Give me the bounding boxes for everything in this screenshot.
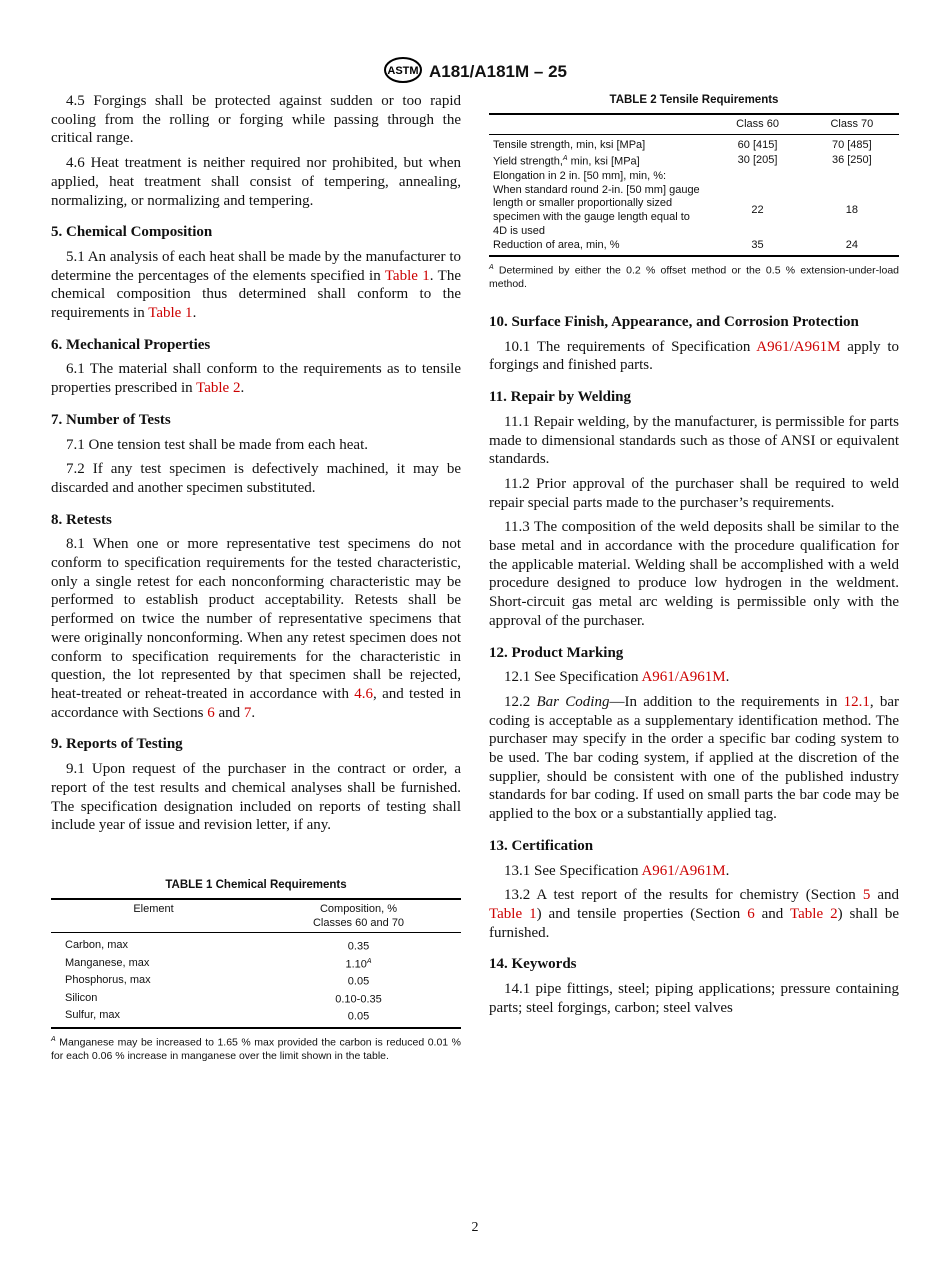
text: 6.1 The material shall conform to the requirements as to tensile properties prescribed in <box>51 361 461 397</box>
cross-reference-link[interactable]: 5 <box>862 887 871 904</box>
element-cell: Carbon, max <box>65 939 128 952</box>
paragraph <box>51 248 461 323</box>
text: 10. Surface Finish, Appearance, and Corrosion Protection <box>489 314 859 330</box>
text: . <box>725 862 730 879</box>
element-cell: Phosphorus, max <box>65 974 151 987</box>
text: —In addition to the requirements in <box>609 693 844 710</box>
element-cell: Manganese, max <box>65 956 150 969</box>
text: 7.1 One tension test shall be made from each heat. <box>66 436 368 453</box>
text: 14. Keywords <box>489 956 577 973</box>
cross-reference-link[interactable]: 4.6 <box>354 685 374 702</box>
paragraph <box>51 154 461 210</box>
text: 5. Chemical Composition <box>51 224 213 241</box>
cross-reference-link[interactable]: Table 1 <box>384 267 430 284</box>
class-60-cell: 22 <box>751 204 764 217</box>
section-heading <box>489 313 899 332</box>
composition-cell: 0.35 <box>347 941 370 954</box>
text: 11.1 Repair welding, by the manufacturer, is permissible for parts made to dimensional standards such as those of ANSI or equivalent standards. <box>489 413 899 468</box>
astm-logo-icon <box>383 56 423 89</box>
class-60-cell <box>710 170 804 184</box>
table-footnote: $^A$ Manganese may be increased to 1.65 % max provided the carbon is reduced 0.01 % for each 0.06 % increase in manganese over the limit shown in the table. <box>51 1035 462 1063</box>
text: . <box>725 669 730 686</box>
text: , and tested in accordance with Sections <box>51 685 461 721</box>
composition-cell: 0.10-0.35 <box>335 993 382 1006</box>
page-header <box>0 56 950 89</box>
text: 5.1 An analysis of each heat shall be made by the manufacturer to determine the percentages of the elements specified in <box>51 248 461 284</box>
text: 7.2 If any test specimen is defectively machined, it may be discarded and another specimen substituted. <box>51 461 461 496</box>
cross-reference-link[interactable]: 12.1 <box>843 693 870 710</box>
column-header: Composition, % Classes 60 and 70 <box>256 899 461 933</box>
class-70-cell: 36 [250] <box>831 154 872 167</box>
table-row <box>489 239 899 256</box>
text: 10.1 The requirements of Specification <box>504 338 757 355</box>
section-heading <box>489 644 899 663</box>
table-row <box>51 955 461 972</box>
text: 13.1 See Specification <box>504 862 642 879</box>
text: 12.2 <box>504 693 537 710</box>
text: ) shall be furnished. <box>489 905 900 941</box>
paragraph <box>51 92 461 148</box>
column-header <box>489 114 710 134</box>
property-cell: When standard round 2-in. [50 mm] gauge length or smaller proportionally sized specimen with the gauge length equal to 4D is used <box>493 183 700 238</box>
element-cell: Sulfur, max <box>65 1009 121 1022</box>
paragraph <box>51 760 461 835</box>
paragraph <box>51 360 461 397</box>
paragraph <box>51 535 461 722</box>
text: . <box>251 704 256 721</box>
table-1-chemical-requirements <box>51 879 461 1063</box>
table-footnote: $^A$ Determined by either the 0.2 % offset method or the 0.5 % extension-under-load method. <box>489 263 899 291</box>
text: 12. Product Marking <box>489 644 624 661</box>
table-title: TABLE 1 Chemical Requirements <box>165 879 347 891</box>
composition-cell: 0.05 <box>347 1010 370 1023</box>
class-70-cell: 70 [485] <box>831 138 872 151</box>
text: 11.2 Prior approval of the purchaser shall be required to weld repair special parts made to the purchaser’s requirements. <box>489 475 899 511</box>
page-number: 2 <box>471 1220 479 1235</box>
paragraph <box>489 862 899 881</box>
table-row <box>489 170 899 184</box>
text: 12.1 See Specification <box>504 669 642 686</box>
text: and <box>870 887 899 904</box>
text: and <box>754 905 791 922</box>
section-heading <box>51 511 461 530</box>
section-heading <box>51 223 461 242</box>
table-row <box>51 972 461 989</box>
property-cell: Reduction of area, min, % <box>493 238 620 251</box>
paragraph <box>51 436 461 455</box>
table-row <box>489 184 899 239</box>
text: 11.3 The composition of the weld deposits shall be similar to the base metal and in accordance with the procedure qualification for the applicable material. Welding shall be accomplished with a weld procedure designed to produce low hydrogen in the weldment. Short-circuit gas metal arc welding is permissible only with the approval of the purchaser. <box>489 519 899 629</box>
class-70-cell: 24 <box>845 238 858 251</box>
text: 6. Mechanical Properties <box>51 336 211 353</box>
text: 4.6 Heat treatment is neither required nor prohibited, but when applied, heat treatment shall consist of tempering, annealing, normalizing, or normalizing and tempering. <box>51 155 461 209</box>
table-row <box>51 1007 461 1027</box>
cross-reference-link[interactable]: A961/A961M <box>756 338 841 355</box>
cross-reference-link[interactable]: A961/A961M <box>641 862 726 879</box>
text: and <box>214 704 244 721</box>
text: 4.5 Forgings shall be protected against sudden or too rapid cooling from the rolling or forging while passing through the critical range. <box>51 93 461 147</box>
section-heading <box>489 955 899 974</box>
cross-reference-link[interactable]: Table 1 <box>148 305 193 322</box>
text: 8.1 When one or more representative test specimens do not conform to specification requirements for the tested characteristic, only a single retest for each nonconforming characteristic may be performed to establish product acceptability. Retests shall be performed on twice the number of representative specimens that were originally nonconforming. When any retest specimen does not conform to specification requirements for the characteristic in question, the lot represented by that specimen shall be rejected, heat-treated or reheat-treated in accordance with <box>51 536 461 702</box>
cross-reference-link[interactable]: 6 <box>207 704 215 721</box>
cross-reference-link[interactable]: Table 1 <box>489 905 537 922</box>
table-row <box>489 134 899 152</box>
class-60-cell: 60 [415] <box>737 138 778 151</box>
cross-reference-link[interactable]: Table 2 <box>196 380 241 397</box>
section-heading <box>489 837 899 856</box>
text: 9.1 Upon request of the purchaser in the contract or order, a report of the test results and chemical analyses shall be furnished. The specification designation included on reports of testing shall include year of issue and revision letter, if any. <box>51 761 461 834</box>
section-heading <box>51 411 461 430</box>
paragraph <box>489 518 899 630</box>
table-row <box>489 152 899 169</box>
text: 11. Repair by Welding <box>489 389 631 406</box>
cross-reference-link[interactable]: Table 2 <box>790 905 838 922</box>
paragraph <box>489 338 899 375</box>
designation: A181/A181M – 25 <box>429 61 567 81</box>
text: 14.1 pipe fittings, steel; piping applications; pressure containing parts; steel forgings, carbon; steel valves <box>489 981 899 1016</box>
table-2-tensile-requirements <box>489 94 899 291</box>
composition-cell: $1.10^A$ <box>345 957 372 971</box>
table-row <box>51 933 461 955</box>
paragraph <box>489 413 899 469</box>
property-cell: Yield strength,$^A$ min, ksi [MPa] <box>493 155 640 169</box>
text: 7. Number of Tests <box>51 411 171 428</box>
text: 8. Retests <box>51 511 112 528</box>
svg-text:ASTM: ASTM <box>387 65 419 77</box>
element-cell: Silicon <box>65 991 98 1004</box>
paragraph <box>489 668 899 687</box>
property-cell: Elongation in 2 in. [50 mm], min, %: <box>493 169 667 182</box>
column-header: Class 60 <box>710 114 804 134</box>
text: apply to forgings and finished parts. <box>489 338 899 374</box>
text: . The chemical composition thus determined shall conform to the requirements in <box>51 267 461 322</box>
class-60-cell: 30 [205] <box>737 154 778 167</box>
class-60-cell: 35 <box>751 238 764 251</box>
text: , bar coding is acceptable as a supplementary identification method. The purchaser may specify in the order a specific bar coding system to be used. The bar coding system, if applied at the discretion of the supplier, should be consistent with one of the published industry standards for bar coding. If used on small parts the bar code may be applied to the box or a substantially applied tag. <box>489 693 900 823</box>
cross-reference-link[interactable]: 7 <box>243 704 252 721</box>
column-header: Element <box>51 899 256 933</box>
column-header: Class 70 <box>805 114 899 134</box>
property-cell: Tensile strength, min, ksi [MPa] <box>493 138 646 151</box>
right-column <box>489 313 899 1024</box>
text: Bar Coding <box>536 693 610 710</box>
section-heading <box>51 336 461 355</box>
class-70-cell <box>805 170 899 184</box>
cross-reference-link[interactable]: A961/A961M <box>641 669 726 686</box>
text: . <box>192 305 197 322</box>
composition-cell: 0.05 <box>347 975 370 988</box>
table-row <box>51 990 461 1007</box>
text: 13. Certification <box>489 837 594 854</box>
text: 13.2 A test report of the results for chemistry (Section <box>504 887 863 904</box>
section-heading <box>489 388 899 407</box>
left-column <box>51 92 461 841</box>
paragraph <box>51 460 461 497</box>
paragraph <box>489 475 899 512</box>
table-title: TABLE 2 Tensile Requirements <box>609 94 779 106</box>
paragraph <box>489 693 899 824</box>
section-heading <box>51 735 461 754</box>
text: 9. Reports of Testing <box>51 736 183 753</box>
class-70-cell: 18 <box>845 204 858 217</box>
text: ) and tensile properties (Section <box>536 905 748 922</box>
text: . <box>240 380 245 397</box>
cross-reference-link[interactable]: 6 <box>747 905 755 922</box>
paragraph <box>489 980 899 1017</box>
paragraph <box>489 886 899 942</box>
